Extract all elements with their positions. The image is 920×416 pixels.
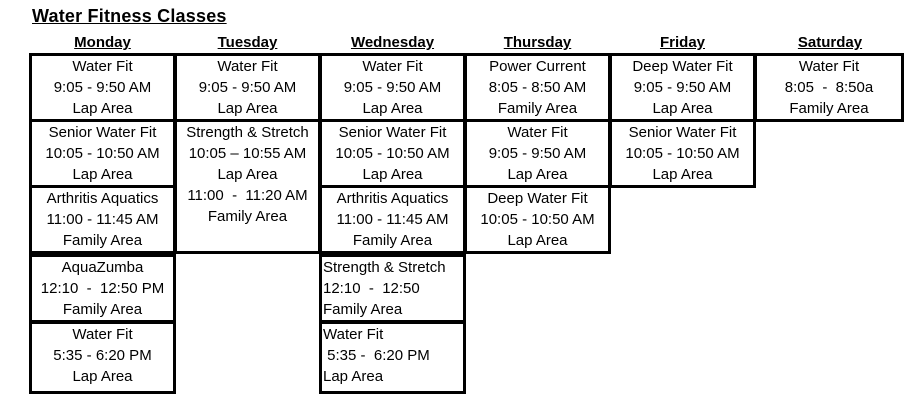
class-location: Lap Area [72,166,133,183]
class-time: 9:05 - 9:50 AM [198,79,297,96]
day-header-thursday: Thursday [503,34,572,51]
class-time: 11:00 - 11:45 AM [46,211,159,228]
class-cell [319,185,466,254]
class-time: 10:05 - 10:50 AM [480,211,595,228]
class-time: 10:05 - 10:50 AM [335,145,450,162]
class-location: Lap Area [217,100,278,117]
class-location: Family Area [497,100,578,117]
class-location: Family Area [323,301,403,318]
class-name: Water Fit [72,326,133,343]
class-time: 9:05 - 9:50 AM [53,79,152,96]
class-name: Senior Water Fit [48,124,157,141]
class-time: 10:05 - 10:50 AM [45,145,160,162]
class-cell [464,53,611,122]
class-name: Water Fit [798,58,860,75]
class-name: Water Fit [72,58,133,75]
day-header-monday: Monday [74,34,131,51]
class-location: Family Area [207,208,288,225]
class-name: Water Fit [362,58,423,75]
class-time: 12:10 - 12:50 PM [40,280,165,297]
class-name: Strength & Stretch [323,259,446,276]
class-location: Lap Area [362,166,423,183]
day-header-wednesday: Wednesday [350,34,435,51]
class-time: 12:10 - 12:50 [323,280,420,297]
class-time: 11:00 - 11:20 AM [187,187,308,204]
class-name: Strength & Stretch [186,124,309,141]
class-name: Arthritis Aquatics [336,190,449,207]
class-name: Senior Water Fit [338,124,447,141]
class-name: Water Fit [507,124,568,141]
class-time: 8:05 - 8:50a [784,79,874,96]
class-time: 5:35 - 6:20 PM [53,347,152,364]
class-cell [319,119,466,188]
class-time: 5:35 - 6:20 PM [323,347,430,364]
class-location: Lap Area [323,368,384,385]
class-name: Arthritis Aquatics [46,190,159,207]
class-cell [319,53,466,122]
class-cell [609,119,756,188]
day-header-saturday: Saturday [797,34,863,51]
class-cell [464,119,611,188]
class-time: 11:00 - 11:45 AM [336,211,449,228]
class-location: Family Area [352,232,433,249]
class-location: Lap Area [362,100,423,117]
class-time: 8:05 - 8:50 AM [488,79,587,96]
class-time: 9:05 - 9:50 AM [488,145,587,162]
class-name: Deep Water Fit [487,190,588,207]
class-location: Lap Area [652,166,713,183]
class-name: Water Fit [323,326,384,343]
class-time: 9:05 - 9:50 AM [343,79,442,96]
class-cell [319,321,466,394]
class-cell [29,185,176,254]
class-time: 10:05 - 10:50 AM [625,145,740,162]
class-cell [754,53,904,122]
class-location: Lap Area [72,100,133,117]
class-time: 10:05 – 10:55 AM [188,145,307,162]
class-location: Family Area [62,301,143,318]
class-time: 9:05 - 9:50 AM [633,79,732,96]
page-title: Water Fitness Classes [32,6,227,26]
class-location: Lap Area [72,368,133,385]
class-location: Family Area [789,100,869,117]
class-cell [174,53,321,122]
day-header-tuesday: Tuesday [217,34,278,51]
class-cell [29,321,176,394]
class-location: Lap Area [507,166,568,183]
class-cell [319,254,466,323]
class-cell [464,185,611,254]
class-cell [174,119,321,254]
class-name: AquaZumba [61,259,144,276]
class-cell [29,119,176,188]
class-location: Lap Area [507,232,568,249]
class-name: Deep Water Fit [632,58,733,75]
class-cell [29,254,176,323]
class-location: Lap Area [217,166,278,183]
class-cell [29,53,176,122]
class-location: Family Area [62,232,143,249]
class-name: Water Fit [217,58,278,75]
class-name: Senior Water Fit [628,124,737,141]
class-cell [609,53,756,122]
day-header-friday: Friday [659,34,705,51]
class-name: Power Current [489,58,586,75]
class-location: Lap Area [652,100,713,117]
